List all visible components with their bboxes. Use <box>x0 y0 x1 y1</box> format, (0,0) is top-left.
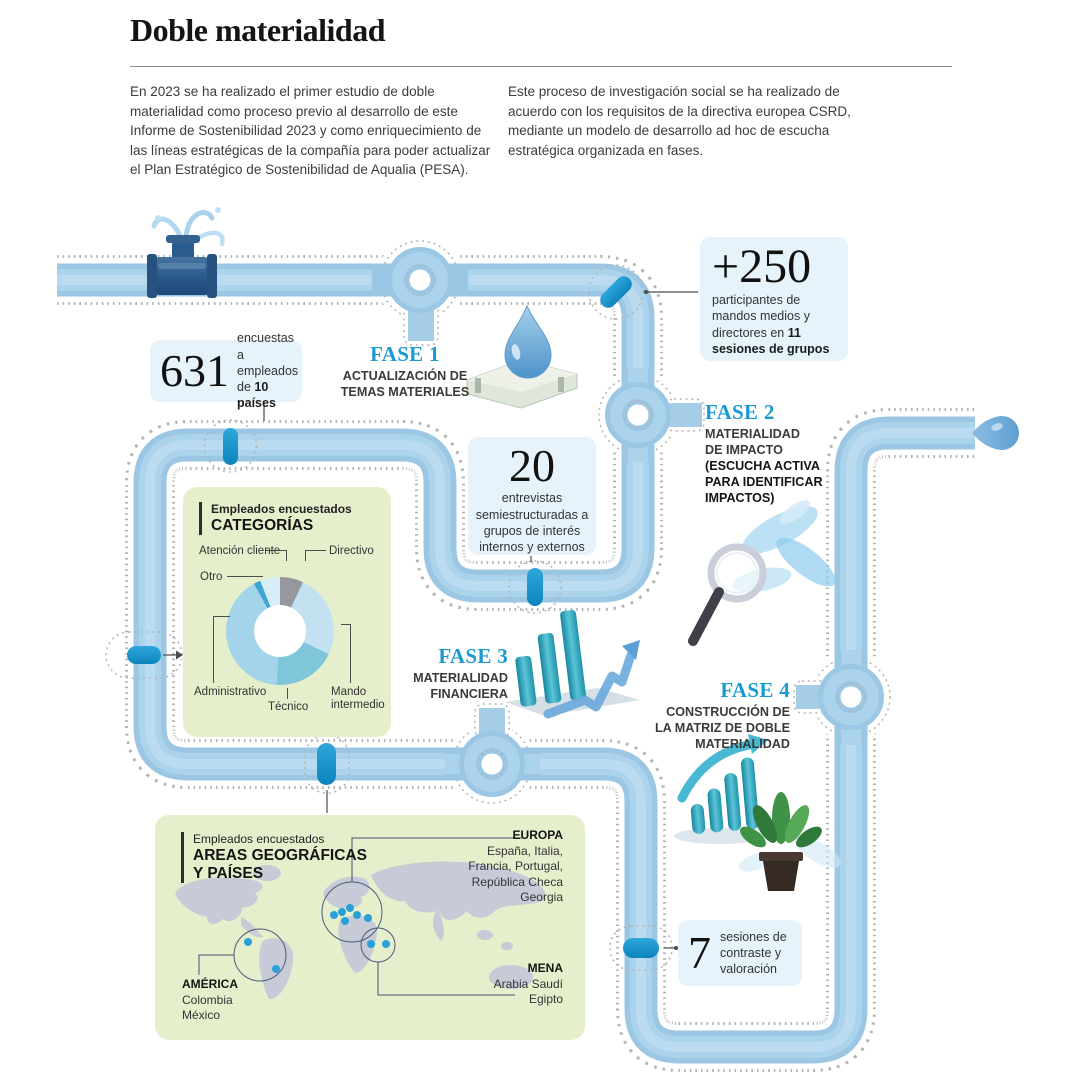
geography-subtitle: Empleados encuestados <box>193 832 325 846</box>
donut-hole <box>254 605 306 657</box>
stat-participants-text: participantes de mandos medios y directores en 11 sesiones de grupos <box>712 293 830 356</box>
donut-label-mando-intermedio: Mando intermedio <box>331 686 385 712</box>
page-title: Doble materialidad <box>130 12 385 48</box>
categories-panel-header <box>199 502 352 535</box>
fase2-label: FASE 2 MATERIALIDAD DE IMPACTO (ESCUCHA ACTIVA PARA IDENTIFICAR IMPACTOS) <box>705 402 841 507</box>
valve-631 <box>223 428 238 465</box>
valve-7 <box>623 938 659 958</box>
intro-paragraph-right: Este proceso de investigación social se ha realizado de acuerdo con los requisitos de la directiva europea CSRD, mediante un modelo de desarrollo ad hoc de escucha estratégica organizada en fases. <box>508 84 851 158</box>
stat-interviews-value: 20 <box>509 440 555 491</box>
stat-surveys-value: 631 <box>160 345 229 397</box>
region-mena: MENA Arabia Saudí Egipto <box>493 961 563 1007</box>
stat-sessions-value: 7 <box>688 927 711 979</box>
geography-panel <box>155 815 585 1040</box>
donut-label-administrativo: Administrativo <box>194 686 267 698</box>
water-droplet-end-icon <box>972 416 1019 450</box>
donut-label-directivo: Directivo <box>329 545 374 557</box>
fase1-label: FASE 1 ACTUALIZACIÓN DE TEMAS MATERIALES <box>335 344 475 400</box>
fase1-title: FASE 1 <box>370 342 440 366</box>
stat-participants-value: +250 <box>712 240 812 293</box>
roundabout-fase2 <box>594 368 708 462</box>
categories-panel <box>183 487 391 737</box>
stat-surveys <box>150 331 302 411</box>
faucet-icon <box>147 207 222 298</box>
stat-surveys-text: encuestas a empleados de 10 países <box>237 331 299 411</box>
roundabout-fase4 <box>792 650 895 745</box>
roundabout-fase1 <box>372 236 468 347</box>
geography-panel-header <box>181 832 367 883</box>
donut-label-otro: Otro <box>200 571 223 583</box>
stat-sessions-text: sesiones de contraste y valoración <box>720 929 787 977</box>
donut-label-atencion-cliente: Atención cliente <box>199 545 281 557</box>
fase2-magnifier-icon <box>693 496 842 641</box>
categories-title: CATEGORÍAS <box>211 517 314 534</box>
valve-mapa <box>317 743 336 785</box>
region-europa: EUROPA España, Italia, Francia, Portugal, República Checa Georgia <box>468 828 563 905</box>
valve-20 <box>527 568 543 606</box>
fase2-title: FASE 2 <box>705 400 775 424</box>
region-america: AMÉRICA Colombia México <box>182 977 238 1023</box>
fase4-growth-plant-icon <box>674 734 846 891</box>
stat-interviews <box>468 437 596 555</box>
stat-sessions <box>678 920 802 986</box>
stat-interviews-text: entrevistas semiestructuradas a grupos de interés internos y externos <box>475 491 589 555</box>
fase3-bars-icon <box>505 610 640 716</box>
stat-participants <box>700 237 848 361</box>
geography-title: AREAS GEOGRÁFICAS Y PAÍSES <box>193 847 367 882</box>
intro-paragraph-left: En 2023 se ha realizado el primer estudio de doble materialidad como proceso previo al desarrollo de este Informe de Sostenibilidad 2023 y como enriquecimiento de las líneas estratégicas de la compañía para poder actualizar el Plan Estratégico de Sostenibilidad de Aqualia (PESA). <box>130 84 491 178</box>
donut-label-tecnico: Técnico <box>268 701 309 713</box>
categories-subtitle: Empleados encuestados <box>211 502 352 516</box>
fase1-drop-report-icon <box>467 306 577 408</box>
fase3-title: FASE 3 <box>438 644 508 668</box>
valve-categorias <box>127 646 161 664</box>
fase4-label: FASE 4 CONSTRUCCIÓN DE LA MATRIZ DE DOBLE MATERIALIDAD <box>640 680 790 752</box>
fase3-label: FASE 3 MATERIALIDAD FINANCIERA <box>388 646 508 702</box>
roundabout-fase3 <box>445 702 540 808</box>
fase4-title: FASE 4 <box>720 678 790 702</box>
